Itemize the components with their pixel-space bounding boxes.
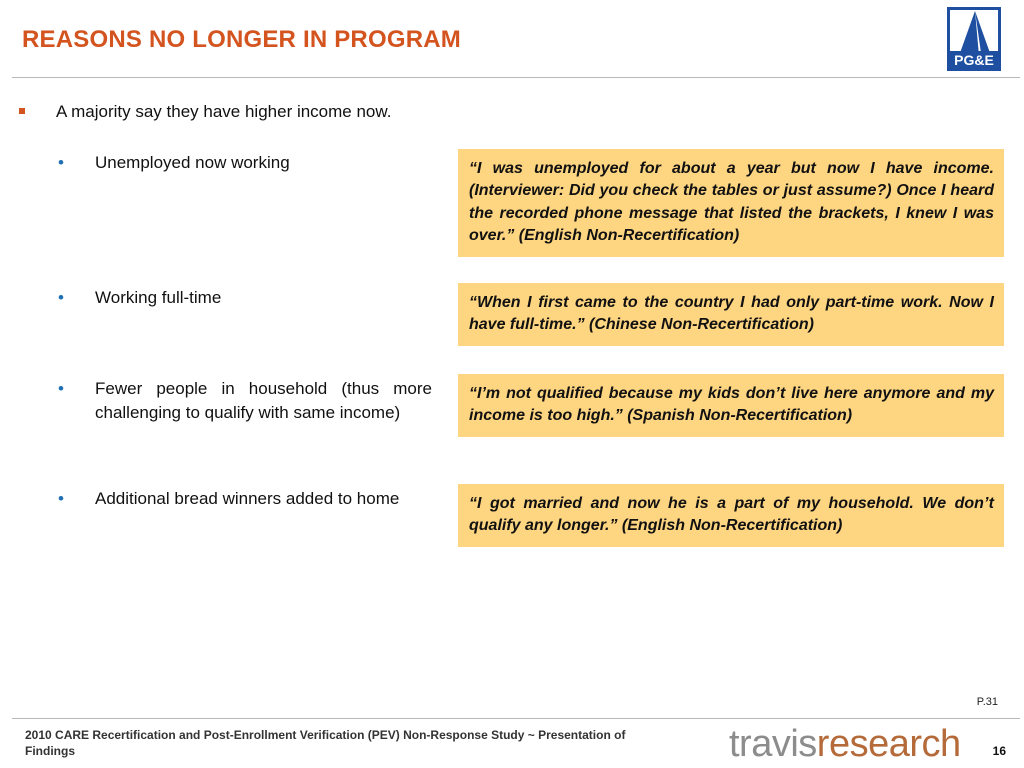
sub-bullet xyxy=(58,151,432,175)
page-number: 16 xyxy=(992,744,1006,758)
brand-part-2: research xyxy=(816,723,961,765)
sub-bullet-text: Additional bread winners added to home xyxy=(95,489,400,508)
title-divider xyxy=(12,77,1020,78)
travisresearch-logo xyxy=(729,722,961,766)
page-reference: P.31 xyxy=(976,696,998,708)
quote-box: “I was unemployed for about a year but now I have income. (Interviewer: Did you check the tables or just assume?) Once I heard the recorded phone message that listed the brackets, I knew I was over.” (English Non-Recertification) xyxy=(458,149,1004,257)
square-bullet-icon xyxy=(19,108,25,114)
bullet-dot-icon: • xyxy=(58,153,64,172)
pge-logo xyxy=(947,7,1001,71)
sub-bullet-text: Fewer people in household (thus more challenging to qualify with same income) xyxy=(95,379,432,422)
quote-box: “When I first came to the country I had only part-time work. Now I have full-time.” (Chinese Non-Recertification) xyxy=(458,283,1004,346)
quote-box: “I got married and now he is a part of my household. We don’t qualify any longer.” (English Non-Recertification) xyxy=(458,484,1004,547)
sub-bullet-text: Unemployed now working xyxy=(95,153,290,172)
bullet-dot-icon: • xyxy=(58,288,64,307)
page-title: REASONS NO LONGER IN PROGRAM xyxy=(22,26,461,53)
bullet-dot-icon: • xyxy=(58,379,64,398)
logo-text: PG&E xyxy=(954,52,994,68)
footer-divider xyxy=(12,718,1020,719)
sub-bullet xyxy=(58,487,432,511)
footer-study-title: 2010 CARE Recertification and Post-Enrollment Verification (PEV) Non-Response Study ~ Presentation of Findings xyxy=(25,728,626,758)
sub-bullet-text: Working full-time xyxy=(95,288,222,307)
brand-part-1: travis xyxy=(729,723,817,765)
bullet-dot-icon: • xyxy=(58,489,64,508)
main-bullet-text: A majority say they have higher income now. xyxy=(56,102,392,121)
sub-bullet xyxy=(58,377,432,425)
sub-bullet xyxy=(58,286,432,310)
quote-box: “I’m not qualified because my kids don’t live here anymore and my income is too high.” (Spanish Non-Recertification) xyxy=(458,374,1004,437)
